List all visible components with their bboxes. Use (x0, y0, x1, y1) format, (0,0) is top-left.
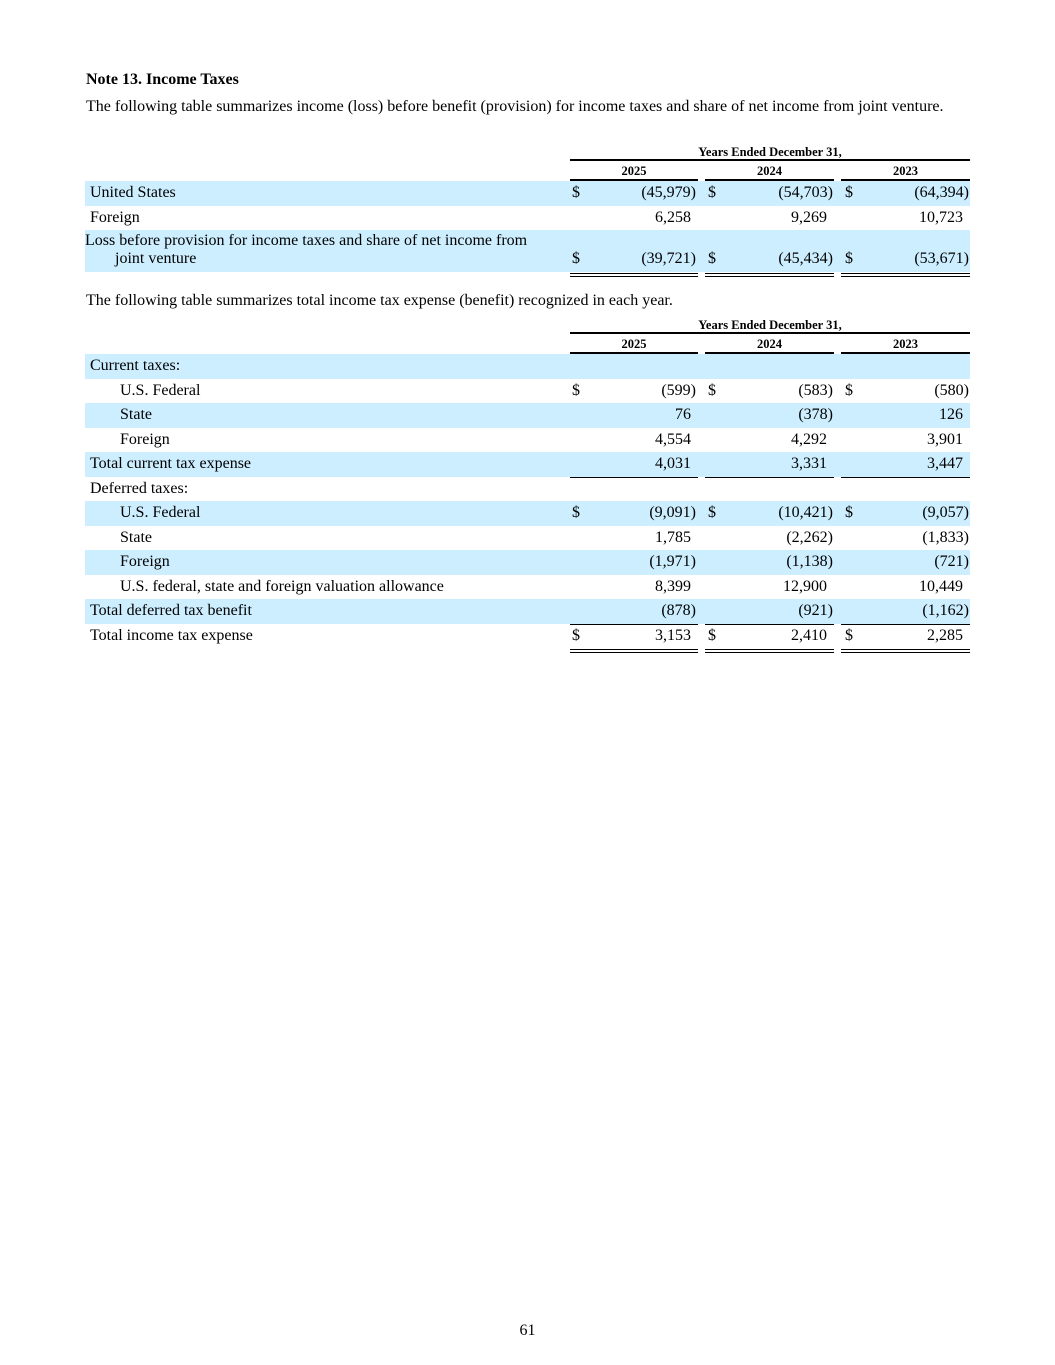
row-label: U.S. Federal (120, 381, 201, 399)
cell-value: 3,331 (791, 455, 827, 472)
year-header-row (85, 334, 970, 354)
table-row: U.S. Federal $ (9,091) $ (10,421) $ (9,057) (85, 501, 970, 526)
table-row-total: Total income tax expense $ 3,153 $ 2,410 $ 2,285 (85, 624, 970, 649)
table-row-subtotal (85, 452, 970, 477)
table-row (85, 526, 970, 551)
table-row (85, 403, 970, 428)
cell-value: (378) (798, 406, 833, 423)
table-row: U.S. Federal $ (599) $ (583) $ (580) (120, 381, 969, 399)
cell-value: 3,901 (927, 430, 963, 448)
section-header-row (85, 477, 970, 502)
section-header-row (85, 354, 970, 379)
table-row (85, 206, 970, 231)
year-col-2025: 2025 (621, 164, 647, 178)
cell-value: (9,091) (649, 504, 696, 521)
row-label: Loss before provision for income taxes and share of net income from joint venture (85, 232, 528, 267)
page-number: 61 (519, 1322, 536, 1339)
cell-value: 126 (939, 406, 963, 423)
cell-value: (921) (798, 602, 833, 619)
year-col-2025: 2025 (621, 337, 647, 351)
row-label: Current taxes: (90, 357, 181, 374)
cell-value: (878) (661, 602, 696, 619)
year-header-row (85, 161, 970, 181)
cell-value: 4,554 (655, 430, 691, 448)
year-col-2023: 2023 (893, 337, 918, 351)
row-label: U.S. federal, state and foreign valuation allowance (120, 577, 444, 595)
cell-value: (1,833) (922, 528, 969, 546)
table-row-subtotal (85, 599, 970, 624)
cell-value: (580) (934, 381, 969, 399)
note-title: Note 13. Income Taxes (86, 71, 239, 88)
cell-value: 3,153 (655, 626, 691, 644)
cell-value: (54,703) (778, 184, 833, 201)
cell-value: 1,785 (655, 528, 691, 546)
cell-value: 2,285 (927, 626, 963, 644)
row-label: Total income tax expense (90, 626, 253, 644)
cell-value: (45,979) (641, 184, 696, 201)
income-tax-expense-table (85, 316, 970, 648)
year-col-2023: 2023 (893, 164, 918, 178)
row-label: United States (90, 184, 176, 201)
period-header: Years Ended December 31, (85, 316, 970, 334)
cell-value: 2,410 (791, 626, 827, 644)
cell-value: (45,434) (778, 250, 833, 267)
year-col-2024: 2024 (757, 337, 782, 351)
cell-value: (53,671) (914, 250, 969, 267)
cell-value: (1,971) (649, 553, 696, 570)
row-label: U.S. Federal (120, 504, 201, 521)
row-label: State (120, 406, 152, 423)
year-col-2024: 2024 (757, 164, 782, 178)
period-header: Years Ended December 31, (85, 143, 970, 161)
cell-value: (721) (934, 553, 969, 570)
table-row (85, 550, 970, 575)
row-label: Deferred taxes: (90, 479, 189, 497)
intro-paragraph-2: The following table summarizes total income tax expense (benefit) recognized in each year. (86, 292, 673, 309)
cell-value: (583) (798, 381, 833, 399)
row-label: Total current tax expense (90, 455, 252, 472)
cell-value: 6,258 (655, 208, 691, 226)
row-label: Foreign (120, 553, 170, 570)
table-row (85, 575, 970, 600)
cell-value: 9,269 (791, 208, 827, 226)
income-before-tax-table (85, 143, 970, 272)
cell-value: 10,449 (919, 577, 963, 595)
table-row (85, 428, 970, 453)
cell-value: (1,162) (922, 602, 969, 619)
cell-value: 4,031 (655, 455, 691, 472)
row-label: State (120, 528, 152, 546)
cell-value: 3,447 (927, 455, 963, 472)
table-row-total: Loss before provision for income taxes and share of net income from joint venture $ (39,721) $ (45,434) $ (53,671) (85, 230, 970, 272)
intro-paragraph-1: The following table summarizes income (loss) before benefit (provision) for income taxes and share of net income from joint venture. (86, 98, 944, 115)
cell-value: (39,721) (641, 250, 696, 267)
cell-value: 12,900 (783, 577, 827, 595)
cell-value: 4,292 (791, 430, 827, 448)
cell-value: 76 (675, 406, 691, 423)
row-label: Foreign (120, 430, 170, 448)
cell-value: (1,138) (786, 553, 833, 570)
cell-value: (599) (661, 381, 696, 399)
row-label: Foreign (90, 208, 140, 226)
cell-value: (64,394) (914, 184, 969, 201)
table-row: United States $ (45,979) $ (54,703) $ (64,394) (85, 181, 970, 206)
cell-value: 10,723 (919, 208, 963, 226)
row-label: Total deferred tax benefit (90, 602, 252, 619)
cell-value: (9,057) (922, 504, 969, 521)
cell-value: (2,262) (786, 528, 833, 546)
cell-value: (10,421) (778, 504, 833, 521)
cell-value: 8,399 (655, 577, 691, 595)
